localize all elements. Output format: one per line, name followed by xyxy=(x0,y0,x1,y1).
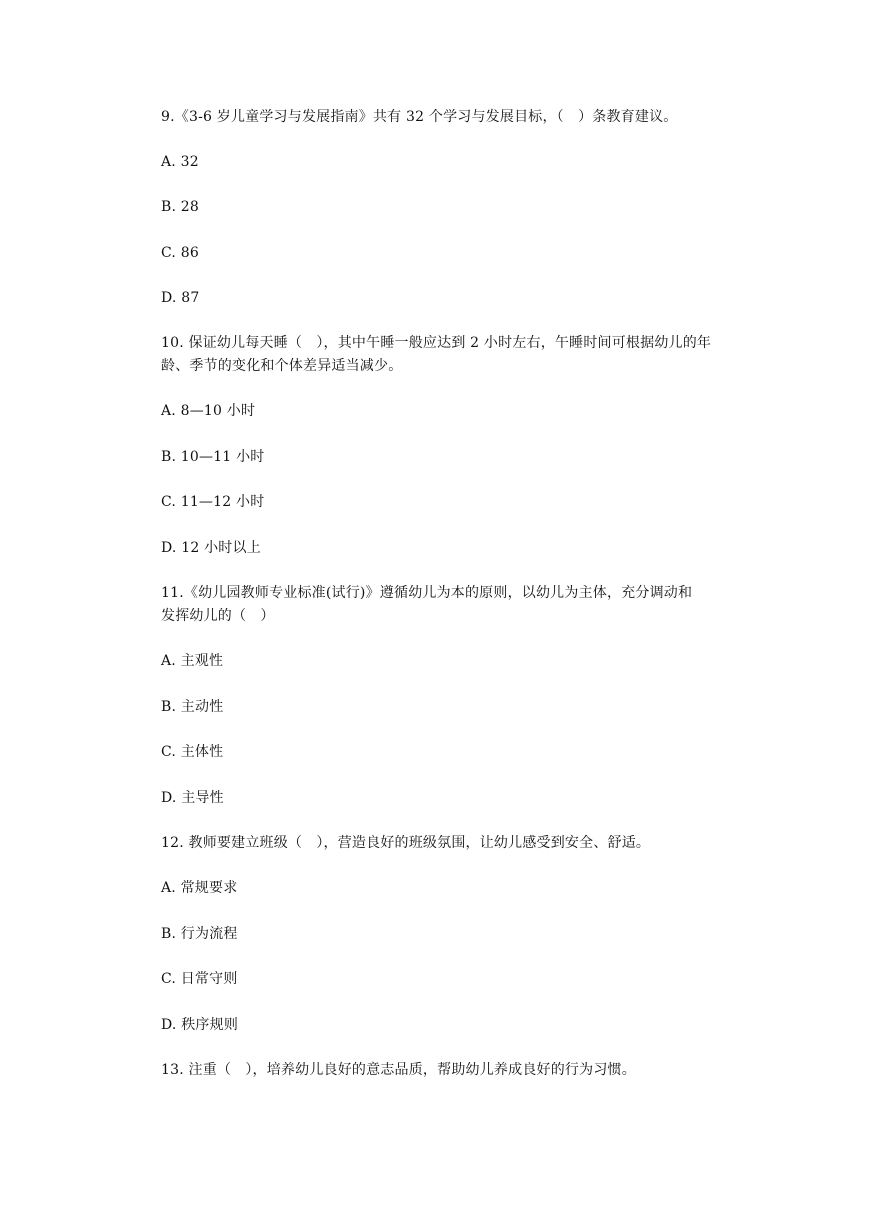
question-10-option-b: B. 10—11 小时 xyxy=(161,449,265,465)
question-10-option-d: D. 12 小时以上 xyxy=(161,540,261,556)
question-12-option-a: A. 常规要求 xyxy=(161,880,238,896)
question-12-stem: 12. 教师要建立班级（ ），营造良好的班级氛围，让幼儿感受到安全、舒适。 xyxy=(161,835,651,851)
question-9-option-a: A. 32 xyxy=(161,154,199,170)
question-12-option-b: B. 行为流程 xyxy=(161,926,238,942)
question-11-option-a: A. 主观性 xyxy=(161,653,224,669)
question-9-option-b: B. 28 xyxy=(161,199,200,215)
question-11-stem-line2: 发挥幼儿的（ ） xyxy=(161,608,275,624)
question-12-option-c: C. 日常守则 xyxy=(161,971,238,987)
question-11-option-b: B. 主动性 xyxy=(161,699,224,715)
question-11-option-d: D. 主导性 xyxy=(161,790,224,806)
question-10-stem-line2: 龄、季节的变化和个体差异适当减少。 xyxy=(161,358,403,374)
question-9-option-d: D. 87 xyxy=(161,290,200,306)
question-10-stem-line1: 10. 保证幼儿每天睡（ ），其中午睡一般应达到 2 小时左右，午睡时间可根据幼儿的年 xyxy=(161,335,712,351)
question-12-option-d: D. 秩序规则 xyxy=(161,1017,239,1033)
question-10-option-c: C. 11—12 小时 xyxy=(161,494,265,510)
question-9-stem: 9.《3-6 岁儿童学习与发展指南》共有 32 个学习与发展目标，（ ）条教育建议。 xyxy=(161,109,678,125)
question-10-option-a: A. 8—10 小时 xyxy=(161,403,256,419)
question-9-option-c: C. 86 xyxy=(161,245,199,261)
question-11-stem-line1: 11.《幼儿园教师专业标准(试行)》遵循幼儿为本的原则，以幼儿为主体，充分调动和 xyxy=(161,585,693,601)
question-11-option-c: C. 主体性 xyxy=(161,744,224,760)
question-13-stem: 13. 注重（ ），培养幼儿良好的意志品质，帮助幼儿养成良好的行为习惯。 xyxy=(161,1062,636,1078)
